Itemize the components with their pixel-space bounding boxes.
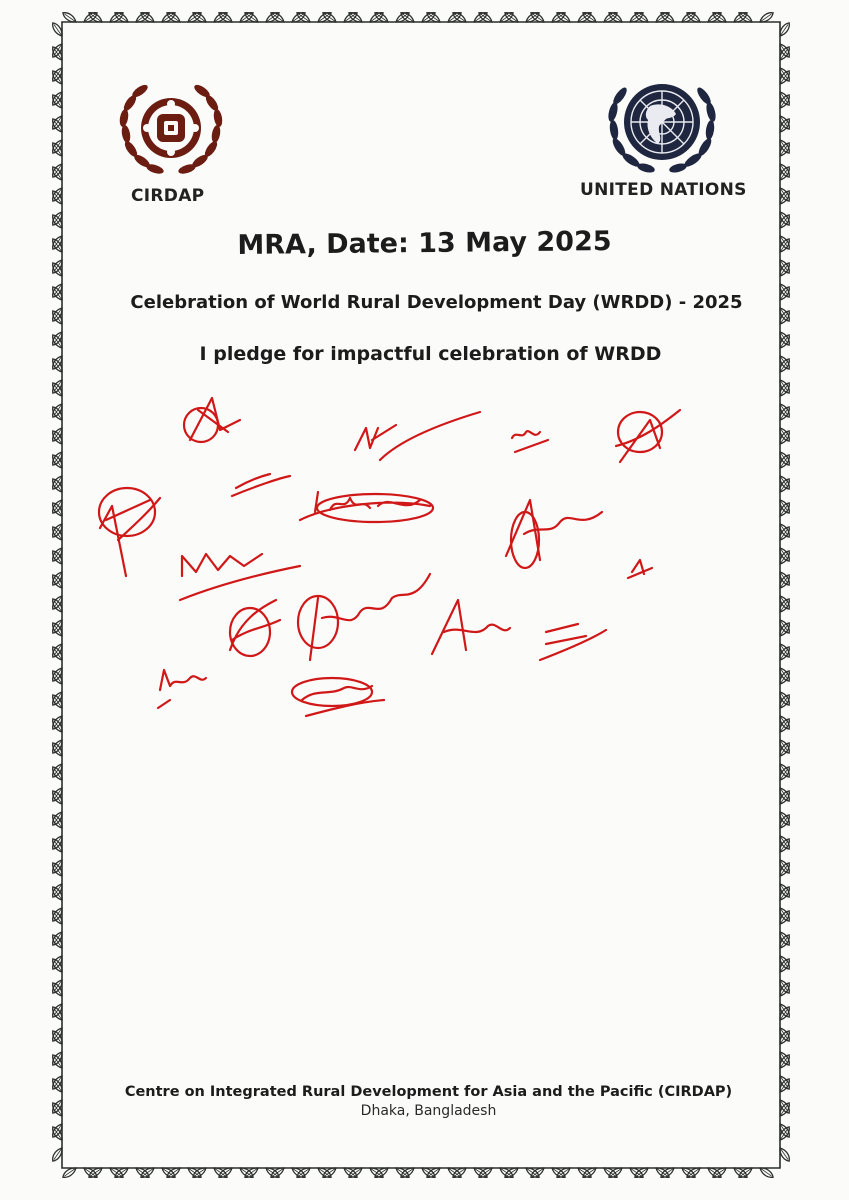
signature	[300, 492, 433, 522]
signature	[512, 431, 548, 452]
signature	[628, 560, 652, 578]
signature	[158, 670, 206, 708]
signature	[298, 574, 430, 660]
signature	[99, 488, 160, 576]
page-title: MRA, Date: 13 May 2025	[237, 226, 612, 261]
organization-name: Centre on Integrated Rural Development for Asia and the Pacific (CIRDAP)	[124, 1084, 733, 1100]
signature	[506, 500, 602, 568]
event-subtitle: Celebration of World Rural Development Day (WRDD) - 2025	[130, 292, 743, 313]
organization-location: Dhaka, Bangladesh	[360, 1103, 497, 1119]
signature	[232, 474, 290, 496]
pledge-statement: I pledge for impactful celebration of WRDD	[199, 343, 662, 365]
cirdap-label: CIRDAP	[131, 186, 205, 206]
signature	[540, 624, 606, 660]
signature	[184, 398, 240, 442]
signature	[230, 600, 280, 656]
signature	[180, 554, 300, 600]
signature	[292, 678, 384, 716]
signature	[355, 412, 480, 460]
signature	[432, 600, 510, 654]
signature	[616, 410, 680, 462]
united-nations-label: UNITED NATIONS	[580, 180, 747, 200]
